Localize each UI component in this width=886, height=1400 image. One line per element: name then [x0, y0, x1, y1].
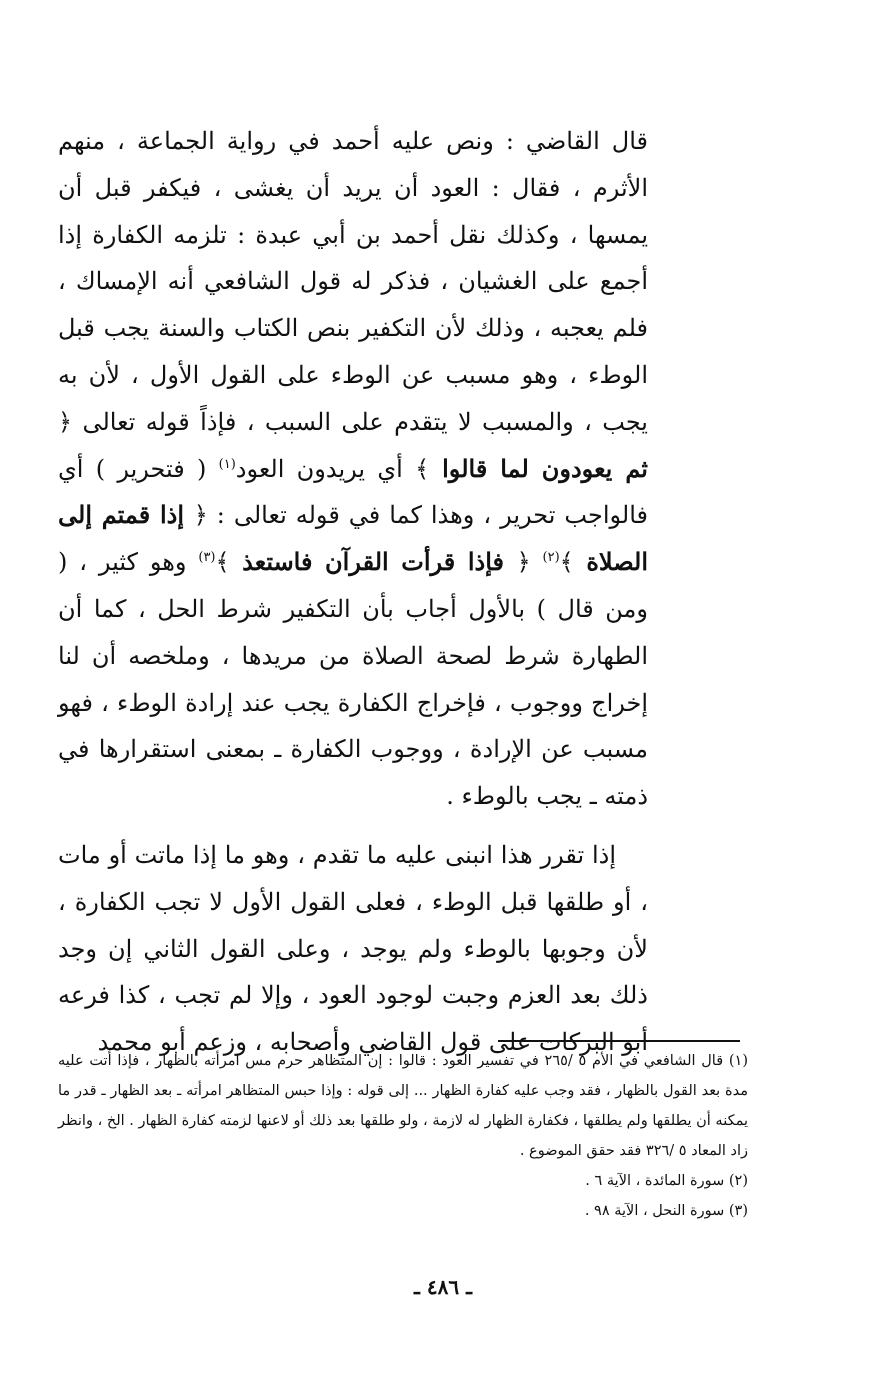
text-run: إذا تقرر هذا انبنى عليه ما تقدم ، وهو ما إذا ماتت أو مات ، أو طلقها قبل الوطء ، فعلى القول الأول لا تجب الكفارة ، لأن وجوبها بالوطء ولم يوجد ، وعلى القول الثاني إن وجد ذلك بعد العزم وجبت لوجود العود ، وإلا لم تجب ، كذا فرعه أبو البركات على قول القاضي وأصحابه ، وزعم أبو محمد [58, 840, 648, 1057]
main-text [58, 118, 648, 1066]
verse-bracket-close: ﴾ [559, 548, 574, 577]
footnotes [58, 1046, 748, 1226]
text-run [531, 548, 543, 576]
verse-bracket-open: ﴿ [58, 407, 73, 436]
footnote-ref: (٢) [542, 550, 560, 566]
footnote-ref: (٣) [198, 550, 216, 566]
footnote: (٣) سورة النحل ، الآية ٩٨ . [584, 1203, 748, 1219]
verse-bracket-open: ﴿ [193, 501, 208, 530]
page-number: ـ ٤٨٦ ـ [414, 1275, 472, 1299]
paragraph [58, 832, 648, 1066]
footnote-ref: (١) [218, 456, 236, 472]
text-run: أي يريدون العود [235, 454, 416, 483]
text-run: وهو كثير ، ( ومن قال ) بالأول أجاب بأن التكفير شرط الحل ، كما أن الطهارة شرط لصحة الصلاة من مريدها ، وملخصه أن لنا إخراج ووجوب ، فإخراج الكفارة يجب عند إرادة الوطء ، فهو مسبب عن الإرادة ، ووجوب الكفارة ـ بمعنى استقرارها في ذمته ـ يجب بالوطء . [58, 548, 648, 811]
quran-verse: إذا قمتم إلى الصلاة [58, 500, 649, 577]
text-run: قال القاضي : ونص عليه أحمد في رواية الجماعة ، منهم الأثرم ، فقال : العود أن يريد أن يغشى ، فيكفر قبل أن يمسها ، وكذلك نقل أحمد بن أبي عبدة : تلزمه الكفارة إذا أجمع على الغشيان ، فذكر له قول الشافعي أنه الإمساك ، فلم يعجبه ، وذلك لأن التكفير بنص الكتاب والسنة يجب قبل الوطء ، وهو مسبب عن الوطء على القول الأول ، لأن به يجب ، والمسبب لا يتقدم على السبب ، فإذاً قوله تعالى [58, 127, 649, 436]
footnote: (١) قال الشافعي في الأم ٥ /٢٦٥ في تفسير العود : قالوا : إن المتظاهر حرم مس امرأته بالظهار ، فإذا أتت عليه مدة بعد القول بالظهار ، فقد وجب عليه كفارة الظهار ... إلى قوله : وإذا حبس المتظاهر امرأته ـ بعد الظهار ـ قدر ما يمكنه أن يطلقها ولم يطلقها ، فكفارة الظهار له لازمة ، ولو طلقها بعد ذلك أو لاعنها لزمته كفارة الظهار . الخ ، وانظر زاد المعاد ٥ /٣٢٦ فقد حقق الموضوع . [58, 1053, 748, 1159]
footnote: (٢) سورة المائدة ، الآية ٦ . [585, 1173, 748, 1189]
quran-verse: فإذا قرأت القرآن فاستعذ [229, 547, 517, 577]
verse-bracket-open: ﴿ [516, 548, 531, 577]
footnote-separator [498, 1040, 740, 1042]
paragraph [58, 118, 648, 820]
text-run: ( فتحرير ) أي فالواجب تحرير ، وهذا كما في قوله تعالى : [58, 454, 648, 530]
verse-bracket-close: ﴾ [215, 548, 230, 577]
quran-verse: ثم يعودون لما قالوا [429, 453, 648, 483]
verse-bracket-close: ﴾ [415, 454, 430, 483]
